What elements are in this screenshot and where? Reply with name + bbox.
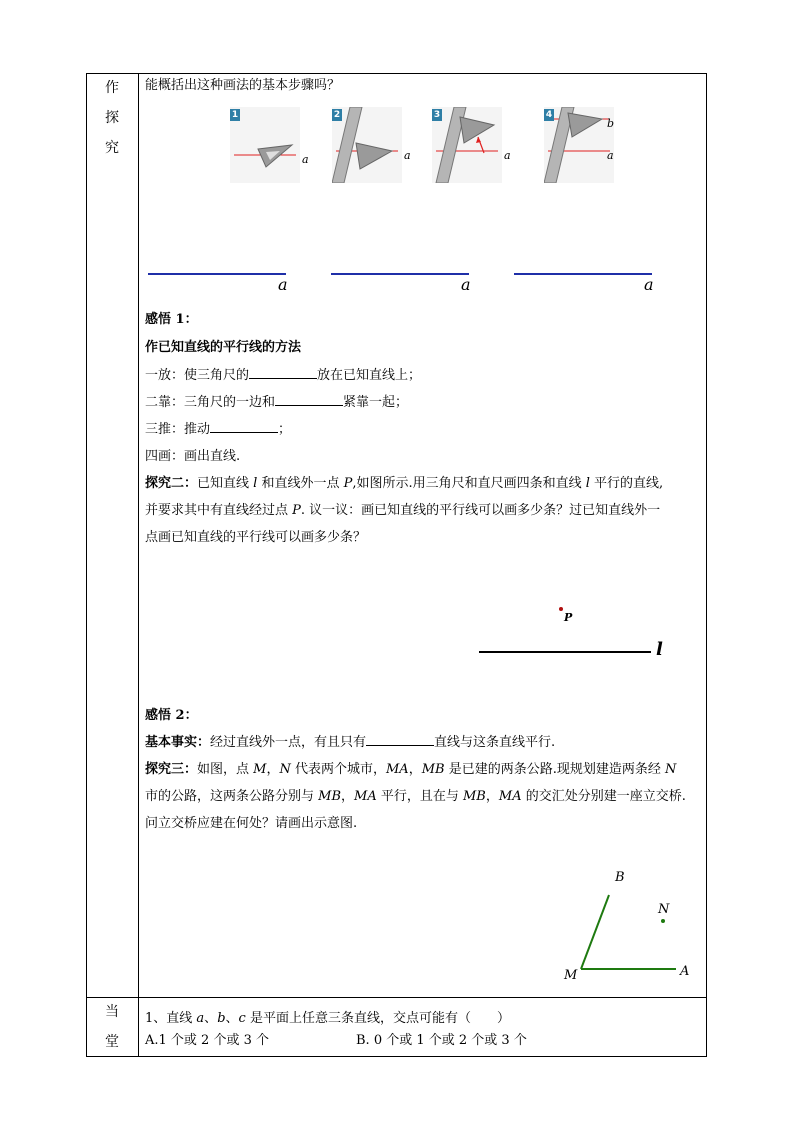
step-number: 1 bbox=[231, 110, 239, 120]
line-label-a: a bbox=[644, 275, 654, 294]
explore2-line2: 并要求其中有直线经过点 P. 议一议：画已知直线的平行线可以画多少条？过已知直线外一 bbox=[145, 503, 661, 518]
line-label-a: a bbox=[302, 153, 309, 166]
road-mb bbox=[581, 895, 609, 969]
step-photo-3 bbox=[432, 107, 511, 183]
point-line-figure bbox=[478, 603, 678, 663]
table-bottom-border bbox=[86, 1056, 707, 1057]
label-b: B bbox=[615, 870, 625, 885]
line-label-b: b bbox=[607, 117, 615, 130]
step-photo-1 bbox=[230, 107, 309, 183]
angle-figure bbox=[556, 868, 696, 988]
line-label-a: a bbox=[607, 149, 614, 162]
fill-blank[interactable] bbox=[249, 364, 317, 379]
insight1-title: 感悟 1： bbox=[145, 312, 198, 327]
insight2-title: 感悟 2： bbox=[145, 708, 198, 723]
option-b[interactable]: B. 0 个或 1 个或 2 个或 3 个 bbox=[356, 1033, 527, 1048]
exercise-question-1: 1、直线 a、b、c 是平面上任意三条直线，交点可能有（ ） bbox=[145, 1011, 510, 1026]
point-p-label: P bbox=[564, 611, 573, 624]
label-m: M bbox=[564, 968, 578, 983]
blue-line-figure-1 bbox=[148, 273, 298, 297]
step-number: 3 bbox=[433, 110, 441, 120]
row-divider bbox=[86, 997, 707, 998]
step-number: 2 bbox=[333, 110, 341, 120]
explore3-line3: 问立交桥应建在何处？请画出示意图. bbox=[145, 816, 358, 831]
label-n: N bbox=[658, 902, 670, 917]
line-label-a: a bbox=[504, 149, 511, 162]
side-label-research: 作 探 究 bbox=[105, 80, 119, 156]
basic-fact: 基本事实：经过直线外一点，有且只有 直线与这条直线平行. bbox=[145, 730, 555, 756]
line-l-label: l bbox=[656, 639, 663, 660]
line-a bbox=[514, 273, 652, 275]
explore3-line2: 市的公路，这两条公路分别与 MB，MA 平行，且在与 MB，MA 的交汇处分别建一座立交桥. bbox=[145, 789, 686, 804]
line-label-a: a bbox=[461, 275, 471, 294]
explore2-line1: 探究二：已知直线 l 和直线外一点 P,如图所示.用三角尺和直尺画四条和直线 l 平行的直线, bbox=[145, 476, 664, 491]
insight1-step3: 三推：推动 ； bbox=[145, 417, 291, 443]
line-a bbox=[148, 273, 286, 275]
point-n bbox=[661, 919, 665, 923]
intro-question: 能概括出这种画法的基本步骤吗？ bbox=[145, 78, 341, 93]
insight1-step2: 二靠：三角尺的一边和 紧靠一起； bbox=[145, 390, 408, 416]
column-divider bbox=[138, 73, 139, 1057]
line-l bbox=[479, 651, 651, 653]
fill-blank[interactable] bbox=[366, 731, 434, 746]
blue-line-figure-3 bbox=[514, 273, 664, 297]
label-a: A bbox=[680, 964, 690, 979]
insight1-step1: 一放：使三角尺的 放在已知直线上； bbox=[145, 363, 421, 389]
insight1-subtitle: 作已知直线的平行线的方法 bbox=[145, 340, 302, 355]
push-set-square-illustration bbox=[432, 107, 502, 183]
ruler-and-set-square-illustration bbox=[332, 107, 402, 183]
set-square-illustration bbox=[230, 107, 300, 183]
worksheet-table bbox=[86, 73, 707, 1057]
table-right-border bbox=[706, 73, 707, 1057]
draw-line-illustration bbox=[544, 107, 614, 183]
step-photo-2 bbox=[332, 107, 411, 183]
explore3-line1: 探究三：如图，点 M，N 代表两个城市，MA，MB 是已建的两条公路.现规划建造两条经 N bbox=[145, 762, 677, 777]
blue-line-figure-2 bbox=[331, 273, 481, 297]
line-a bbox=[331, 273, 469, 275]
explore2-line3: 点画已知直线的平行线可以画多少条？ bbox=[145, 530, 367, 545]
point-p bbox=[559, 607, 563, 611]
table-left-border bbox=[86, 73, 87, 1057]
option-a[interactable]: A.1 个或 2 个或 3 个 bbox=[145, 1033, 269, 1048]
insight1-step4: 四画：画出直线. bbox=[145, 449, 241, 464]
fill-blank[interactable] bbox=[210, 418, 278, 433]
line-label-a: a bbox=[404, 149, 411, 162]
step-photo-4 bbox=[544, 107, 615, 183]
fill-blank[interactable] bbox=[275, 391, 343, 406]
line-label-a: a bbox=[278, 275, 288, 294]
side-label-class: 当 堂 bbox=[105, 1004, 119, 1050]
step-number: 4 bbox=[545, 110, 553, 120]
